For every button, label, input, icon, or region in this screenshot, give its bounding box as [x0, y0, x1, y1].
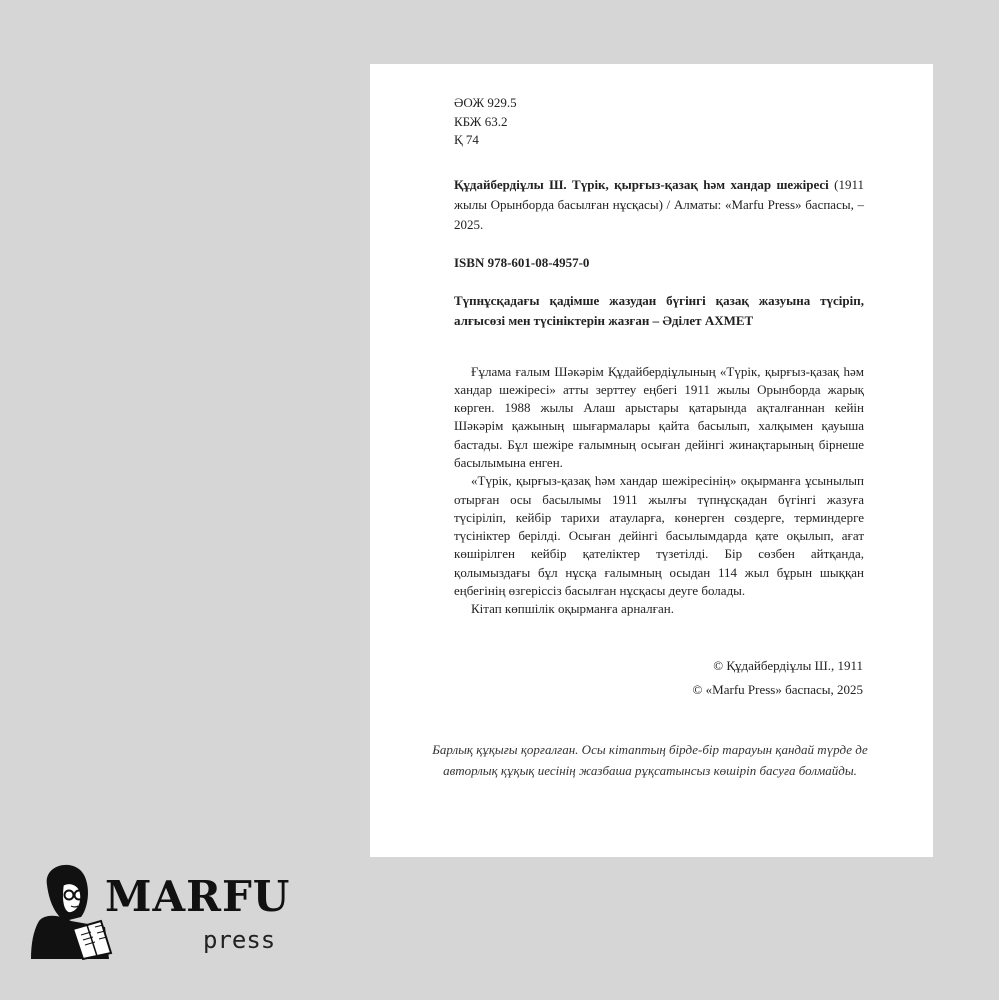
copyright-author: © Құдайбердіұлы Ш., 1911	[713, 658, 863, 673]
publication-details: (1911 жылы Орынборда басылған нұсқасы) / Алматы: «Marfu Press» баспасы, – 2025.	[454, 176, 865, 232]
abstract-paragraph: Ғұлама ғалым Шәкәрім Құдайбердіұлының «Түрік, қырғыз-қазақ һәм хандар шежіресі» атты зерттеу еңбегі 1911 жылы Орынборда жарық көрген. 1988 жылы Алаш арыстары қатарында ақталғаннан кейін Шәкәрім қажының шығармалары қайта басылып, халқымен қауыша бастады. Бұл шежіре ғалымның осыған дейінгі жинақтарының бірнеше басылымына енген.	[454, 363, 864, 470]
abstract-paragraph: Кітап көпшілік оқырманға арналған.	[471, 601, 674, 617]
editor-credit: Түпнұсқадағы қадімше жазудан бүгінгі қазақ жазуына түсіріп, алғысөзі мен түсініктерін жазған – Әділет АХМЕТ	[454, 292, 864, 328]
rights-notice: Барлық құқығы қорғалған. Осы кітаптың бірде-бір тарауын қандай түрде де авторлық құқық иесінің жазбаша рұқсатынсыз көшіріп басуға болмайды.	[432, 742, 868, 778]
isbn: ISBN 978-601-08-4957-0	[454, 254, 590, 270]
copyright-publisher: © «Marfu Press» баспасы, 2025	[692, 682, 863, 697]
classification-codes	[454, 94, 864, 150]
book-page	[370, 64, 933, 857]
copyright-block	[693, 654, 863, 702]
author-title: Құдайбердіұлы Ш. Түрік, қырғыз-қазақ һәм хандар шежіресі	[454, 176, 829, 192]
bbk-code: КБЖ 63.2	[454, 113, 508, 129]
abstract-paragraph: «Түрік, қырғыз-қазақ һәм хандар шежіресінің» оқырманға ұсынылып отырған осы басылымы 1911 жылғы түпнұсқадан бүгінгі жазуға түсіріліп, кейбір тарихи атауларға, көнерген сөздерге, терминдерге түсініктер берілді. Осыған дейінгі басылымдарда қате оқылып, ағат көшірілген кейбір қателіктер түзетілді. Бір сөзбен айтқанда, қолымыздағы бұл нұсқа ғалымның осыдан 114 жыл бұрын шыққан еңбегінің өзгеріссіз басылған нұсқасы деуге болады.	[454, 473, 864, 599]
udc-code: ӘОЖ 929.5	[454, 95, 517, 110]
logo-marfu-text: MARFU	[105, 872, 291, 921]
bibliographic-record	[454, 175, 864, 235]
logo-press-text: press	[203, 926, 276, 954]
abstract	[454, 363, 864, 619]
author-mark: Қ 74	[454, 132, 479, 147]
marfu-press-logo	[25, 850, 295, 970]
page-content	[454, 94, 864, 619]
